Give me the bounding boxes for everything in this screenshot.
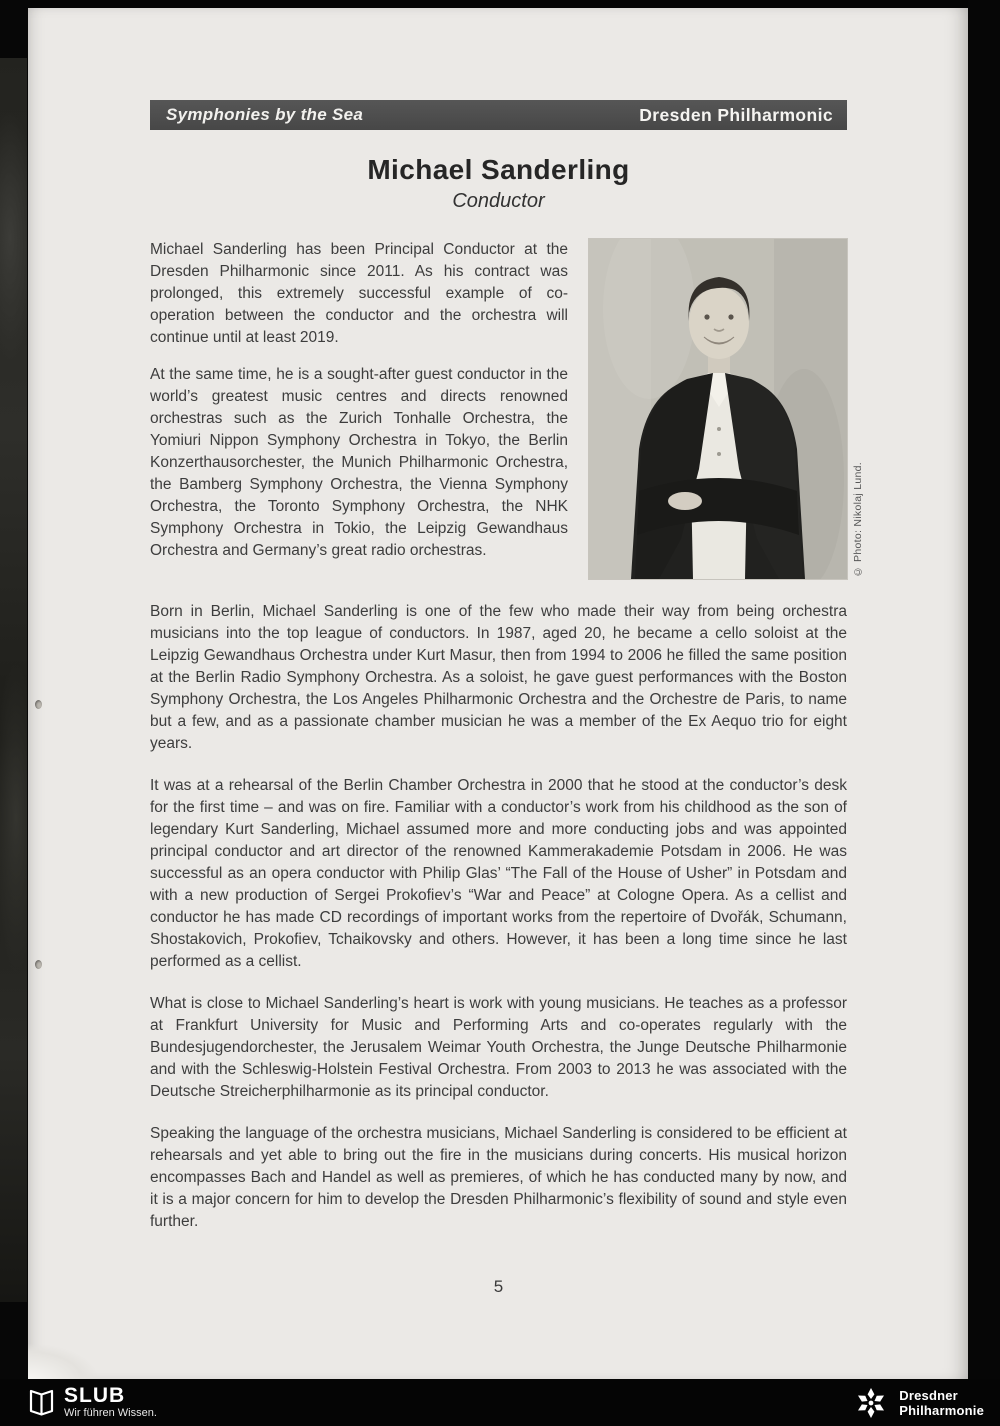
article-title: Michael Sanderling — [367, 154, 630, 185]
adjacent-page-shadow — [0, 58, 27, 1302]
photo-credit: © Photo: Nikolaj Lund. — [852, 461, 864, 577]
portrait-photo-image — [589, 239, 847, 579]
slub-tagline: Wir führen Wissen. — [64, 1407, 157, 1419]
portrait-photo — [589, 239, 864, 579]
page-content — [150, 92, 864, 1297]
staple-mark — [35, 960, 42, 969]
paragraph-6: Speaking the language of the orchestra musicians, Michael Sanderling is considered to be efficient at rehearsals and yet able to bring out the fire in the musicians during concerts. His musical horizon encompasses Bach and Handel as well as premieres, of which he has conducted many by now, and it is a major concern for him to develop the Dresden Philharmonic’s flexibility of sound and style even further. — [150, 1125, 847, 1230]
article-subtitle: Conductor — [452, 190, 545, 212]
philharmonie-wordmark-line2: Philharmonie — [899, 1402, 984, 1418]
paragraph-4: It was at a rehearsal of the Berlin Chamber Orchestra in 2000 that he stood at the conductor’s desk for the first time – and was on fire. Familiar with a conductor’s work from his childhood as the son of legendary Kurt Sanderling, Michael assumed more and more conducting jobs and was appointed principal conductor and art director of the renowned Kammerakademie Potsdam in 2006. He was successful as an opera conductor with Philip Glas’ “The Fall of the House of Usher” in Potsdam and with a new production of Sergei Prokofiev’s “War and Peace” at Cologne Opera. As a cellist and conductor he has made CD recordings of important works from the repertoire of Dvořák, Schumann, Shostakovich, Prokofiev, Tchaikovsky and others. However, it has been a long time since he last performed as a cellist. — [150, 777, 847, 970]
paragraph-2: At the same time, he is a sought-after guest conductor in the world’s greatest music centres and directs renowned orchestras such as the Zurich Tonhalle Orchestra, the Yomiuri Nippon Symphony Orchestra in Tokyo, the Berlin Konzerthausorchester, the Munich Philharmonic Orchestra, the Bamberg Symphony Orchestra, the Vienna Symphony Orchestra, the Toronto Symphony Orchestra, the NHK Symphony Orchestra in Tokio, the Leipzig Gewandhaus Orchestra and Germany’s great radio orchestras. — [150, 366, 568, 559]
paragraph-5: What is close to Michael Sanderling’s heart is work with young musicians. He teaches as a professor at Frankfurt University for Music and Performing Arts and co-operates regularly with the Bundesjugendorchester, the Jerusalem Weimar Youth Orchestra, the Junge Deutsche Philharmonie and with the Schleswig-Holstein Festival Orchestra. From 2003 to 2013 he was associated with the Deutsche Streicherphilharmonie as its principal conductor. — [150, 995, 847, 1100]
slub-wordmark: SLUB — [64, 1384, 126, 1407]
viewer-footer — [0, 1379, 1000, 1426]
intro-text-column — [150, 239, 568, 579]
series-title: Symphonies by the Sea — [166, 105, 364, 124]
two-column-section — [150, 239, 864, 579]
slub-logo[interactable] — [28, 1385, 157, 1420]
slub-wordmark-block — [64, 1385, 157, 1420]
philharmonie-emblem-icon — [853, 1385, 889, 1421]
paragraph-3: Born in Berlin, Michael Sanderling is one of the few who made their way from being orchestra musicians into the top league of conductors. In 1987, aged 20, he became a cello soloist at the Leipzig Gewandhaus Orchestra under Kurt Masur, then from 1994 to 2006 he filled the same position at the Berlin Radio Symphony Orchestra. As a soloist, he gave guest performances with the Boston Symphony Orchestra, the Los Angeles Philharmonic Orchestra and the Orchestre de Paris, to name but a few, and as a passionate chamber musician he was a member of the Ex Aequo trio for eight years. — [150, 603, 847, 752]
open-book-icon — [28, 1388, 55, 1417]
page-header-band — [150, 100, 847, 130]
dresdner-philharmonie-logo[interactable] — [853, 1385, 984, 1421]
philharmonie-wordmark-block — [899, 1388, 984, 1418]
page-number: 5 — [493, 1277, 504, 1296]
page-corner-curl — [28, 1344, 98, 1380]
book-binding-edge — [0, 0, 30, 1426]
staple-mark — [35, 700, 42, 709]
philharmonie-wordmark-line1: Dresdner — [899, 1387, 958, 1403]
scan-background-top — [0, 0, 1000, 8]
orchestra-name: Dresden Philharmonic — [639, 104, 833, 125]
scanned-page — [28, 8, 968, 1380]
paragraph-1: Michael Sanderling has been Principal Conductor at the Dresden Philharmonic since 2011. As his contract was prolonged, this extremely successful example of co-operation between the conductor and the orchestra will continue until at least 2019. — [150, 241, 568, 346]
scan-background-right — [968, 0, 1000, 1426]
